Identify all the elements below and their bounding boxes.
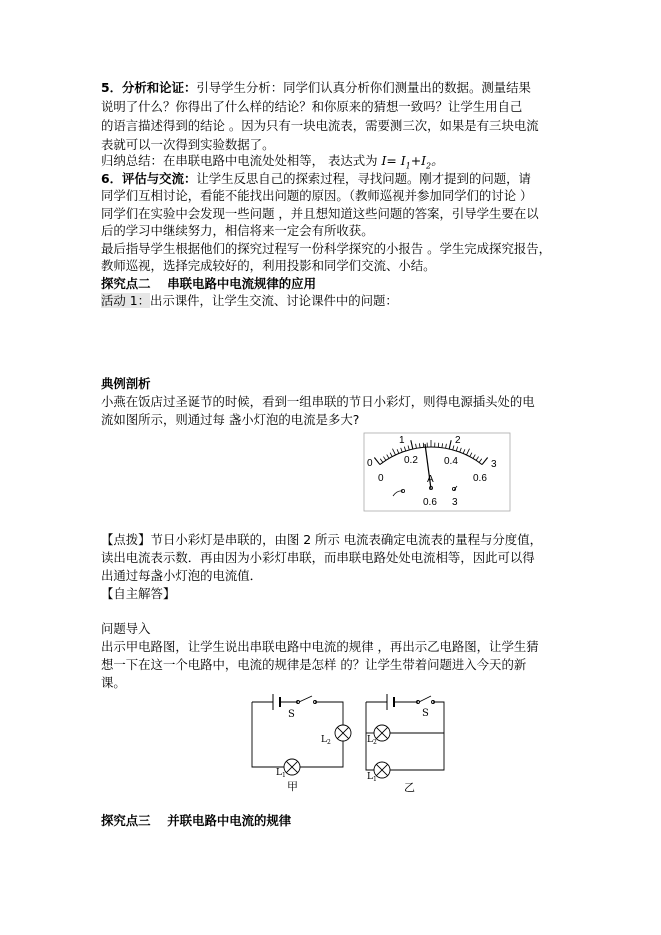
circuit-right-switch: S xyxy=(422,708,429,719)
self-answer: 【自主解答】 xyxy=(101,586,176,601)
formula: $I= I_1+I_2$。 xyxy=(381,153,444,171)
outer-label-1: 1 xyxy=(399,435,405,446)
inner-label-1: 0.2 xyxy=(404,455,418,466)
intro-line-2: 想一下在这一个电路中，电流的规律是怎样 的？让学生带着问题进入今天的新 xyxy=(101,657,527,672)
ammeter-unit: A xyxy=(427,474,434,485)
circuit-left-switch: S xyxy=(288,709,295,720)
section5-heading: 5．分析和论证： xyxy=(101,80,197,95)
section6-line-5: 最后指导学生根据他们的探究过程写一份科学探究的小报告 。学生完成探究报告， xyxy=(101,241,552,256)
section5-line-4: 表就可以一次得到实验数据了。 xyxy=(101,137,275,152)
outer-label-0: 0 xyxy=(367,458,373,469)
intro-heading: 问题导入 xyxy=(101,621,151,636)
section6-line-3: 同学们在实验中会发现一些问题 ，并且想知道这些问题的答案，引导学生要在以 xyxy=(101,206,539,221)
circuit-right xyxy=(366,694,444,778)
section6-line-6: 教师巡视，选择完成较好的，利用投影和同学们交流、小结。 xyxy=(101,258,436,273)
outer-label-3: 3 xyxy=(491,459,497,470)
example-line-1: 小燕在饭店过圣诞节的时候，看到一组串联的节日小彩灯，则得电源插头处的电 xyxy=(101,394,535,409)
tip-line-1: 【点拨】节日小彩灯是串联的，由图 2 所示 电流表确定电流表的量程与分度值， xyxy=(101,532,542,547)
inner-label-3: 0.6 xyxy=(473,473,487,484)
circuit-right-lamp-a: $L_2$ xyxy=(367,735,377,746)
outer-label-2: 2 xyxy=(455,435,461,446)
section6-heading: 6．评估与交流： xyxy=(101,171,197,186)
summary-text: 归纳总结：在串联电路中电流处处相等， 表达式为 xyxy=(101,153,382,168)
activity-text: 出示课件，让学生交流、讨论课件中的问题： xyxy=(150,293,398,308)
circuit-right-caption: 乙 xyxy=(404,782,415,794)
circuit-right-lamp-b: $L_1$ xyxy=(367,772,377,783)
point3-heading: 探究点三 并联电路中电流的规律 xyxy=(101,813,292,828)
terminal-label-06: 0.6 xyxy=(423,497,437,508)
section6-line-4: 后的学习中继续努力，相信将来一定会有所收获。 xyxy=(101,223,374,238)
example-line-2: 流如图所示，则通过每 盏小灯泡的电流是多大? xyxy=(101,412,360,427)
intro-line-3: 课。 xyxy=(101,675,126,690)
inner-label-0: 0 xyxy=(378,473,384,484)
tip-line-3: 出通过每盏小灯泡的电流值． xyxy=(101,568,263,583)
circuit-left-lamp-a: $L_2$ xyxy=(321,735,331,746)
circuit-left-caption: 甲 xyxy=(287,781,298,793)
activity-label: 活动 1： xyxy=(101,293,150,308)
intro-line-1: 出示甲电路图，让学生说出串联电路中电流的规律 ，再出示乙电路图，让学生猜 xyxy=(101,639,539,654)
point2-heading: 探究点二 串联电路中电流规律的应用 xyxy=(101,276,316,291)
section6-text: 让学生反思自己的探索过程，寻找问题。刚才提到的问题，请 xyxy=(196,171,531,186)
section5-line-3: 的语言描述得到的结论 。因为只有一块电流表，需要测三次，如果是有三块电流 xyxy=(101,118,539,133)
inner-label-2: 0.4 xyxy=(444,456,458,467)
section5-text: 引导学生分析：同学们认真分析你们测量出的数据。测量结果 xyxy=(196,80,531,95)
terminal-label-3: 3 xyxy=(452,497,458,508)
example-heading: 典例剖析 xyxy=(101,376,151,391)
section6-line-2: 同学们互相讨论，看能不能找出问题的原因。（教师巡视并参加同学们的讨论 ） xyxy=(101,188,533,203)
circuit-left-lamp-b: $L_1$ xyxy=(276,768,286,779)
section5-line-2: 说明了什么？你得出了什么样的结论？和你原来的猜想一致吗？让学生用自己 xyxy=(101,99,523,114)
circuit-left xyxy=(252,694,351,775)
tip-line-2: 读出电流表示数．再由因为小彩灯串联，而串联电路处处电流相等，因此可以得 xyxy=(101,550,535,565)
